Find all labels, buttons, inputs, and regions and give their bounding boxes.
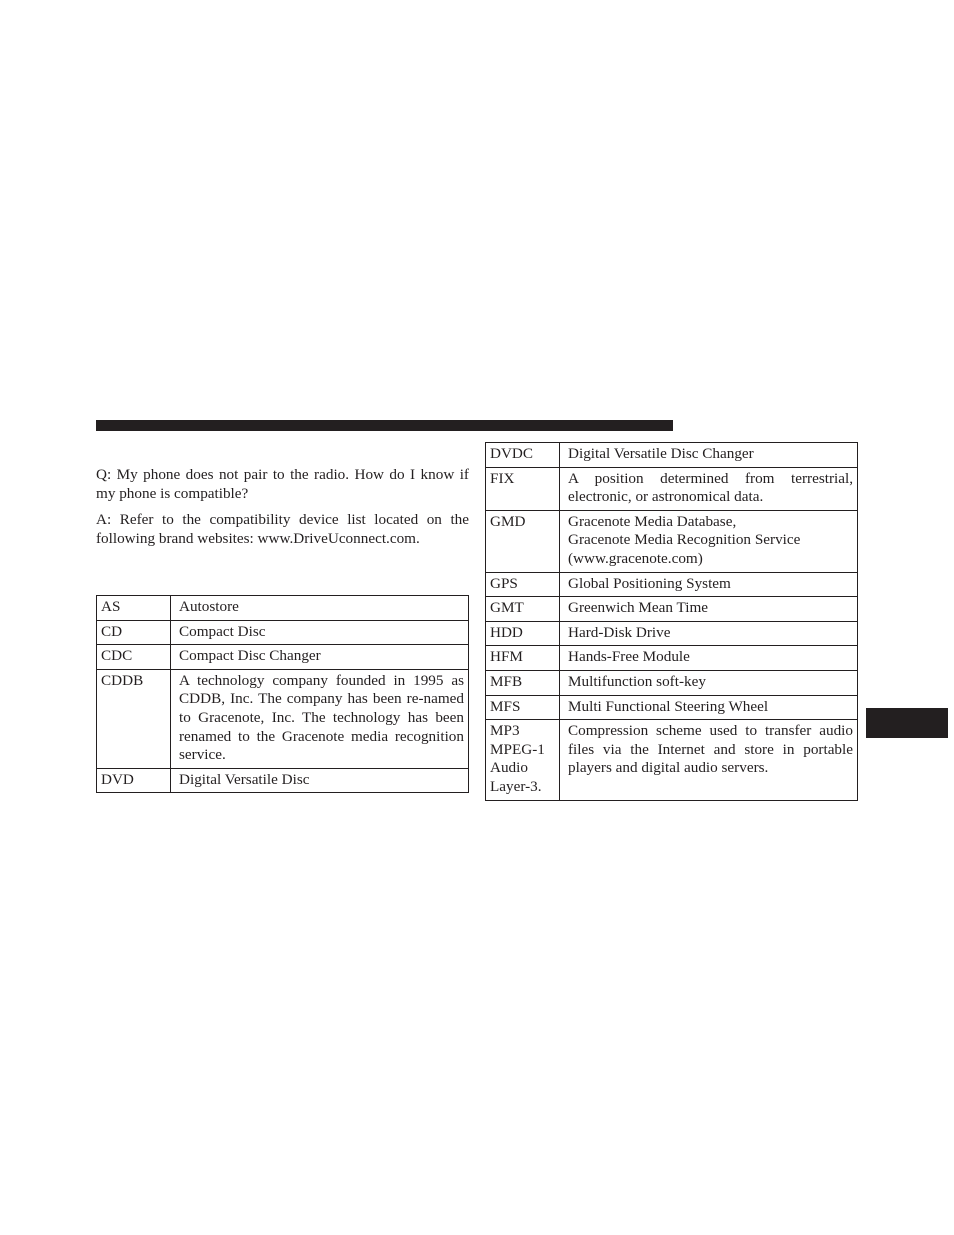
glossary-definition: Digital Versatile Disc: [171, 768, 469, 793]
glossary-definition: Global Positioning System: [560, 572, 858, 597]
glossary-term: DVD: [97, 768, 171, 793]
glossary-term: CDDB: [97, 669, 171, 768]
glossary-definition: Multifunction soft-key: [560, 670, 858, 695]
glossary-definition: Multi Functional Steering Wheel: [560, 695, 858, 720]
table-row: [486, 443, 858, 468]
table-row: [486, 510, 858, 572]
glossary-definition: Compact Disc: [171, 620, 469, 645]
table-row: [97, 620, 469, 645]
term-line: Audio: [490, 759, 528, 777]
table-row: [97, 669, 469, 768]
glossary-term: MFS: [486, 695, 560, 720]
glossary-term: GPS: [486, 572, 560, 597]
glossary-term: FIX: [486, 467, 560, 510]
chapter-tab-marker: [866, 708, 948, 738]
table-row: [486, 572, 858, 597]
glossary-definition: Compression scheme used to transfer audio files via the Internet and store in portable players and digital audio servers.: [560, 720, 858, 800]
glossary-definition: Digital Versatile Disc Changer: [560, 443, 858, 468]
table-row: [486, 670, 858, 695]
table-row: [486, 467, 858, 510]
glossary-definition: Greenwich Mean Time: [560, 597, 858, 622]
table-row: [486, 597, 858, 622]
glossary-table-left: [96, 595, 469, 793]
faq-answer: A: Refer to the compatibility device list located on the following brand websites: www.DriveUconnect.com.: [96, 511, 469, 547]
glossary-definition: Hands-Free Module: [560, 646, 858, 671]
table-row: [486, 646, 858, 671]
definition-line: Gracenote Media Database,: [568, 512, 737, 530]
glossary-definition: Autostore: [171, 596, 469, 621]
definition-line: Gracenote Media Recognition Service: [568, 531, 801, 549]
glossary-definition: A position determined from terrestrial, electronic, or astronomical data.: [560, 467, 858, 510]
glossary-term: GMT: [486, 597, 560, 622]
glossary-term: HDD: [486, 621, 560, 646]
definition-line: (www.gracenote.com): [568, 549, 703, 567]
glossary-term: CD: [97, 620, 171, 645]
glossary-term: DVDC: [486, 443, 560, 468]
glossary-definition: Compact Disc Changer: [171, 645, 469, 670]
glossary-term: AS: [97, 596, 171, 621]
table-row: [486, 621, 858, 646]
table-row: [486, 695, 858, 720]
term-line: MP3: [490, 722, 520, 740]
glossary-term: MFB: [486, 670, 560, 695]
table-row: [486, 720, 858, 800]
glossary-term: GMD: [486, 510, 560, 572]
glossary-definition: A technology company founded in 1995 as CDDB, Inc. The company has been re-named to Gracenote, Inc. The technology has been renamed to the Gracenote media recognition service.: [171, 669, 469, 768]
glossary-term: HFM: [486, 646, 560, 671]
faq-question: Q: My phone does not pair to the radio. How do I know if my phone is compatible?: [96, 466, 469, 502]
term-line: MPEG-1: [490, 740, 545, 758]
glossary-term: CDC: [97, 645, 171, 670]
table-row: [97, 645, 469, 670]
glossary-table-right: [485, 442, 858, 801]
section-header-rule: [96, 420, 673, 431]
term-line: Layer-3.: [490, 777, 542, 795]
glossary-term: [486, 720, 560, 800]
table-row: [97, 768, 469, 793]
glossary-definition: [560, 510, 858, 572]
table-row: [97, 596, 469, 621]
glossary-definition: Hard-Disk Drive: [560, 621, 858, 646]
